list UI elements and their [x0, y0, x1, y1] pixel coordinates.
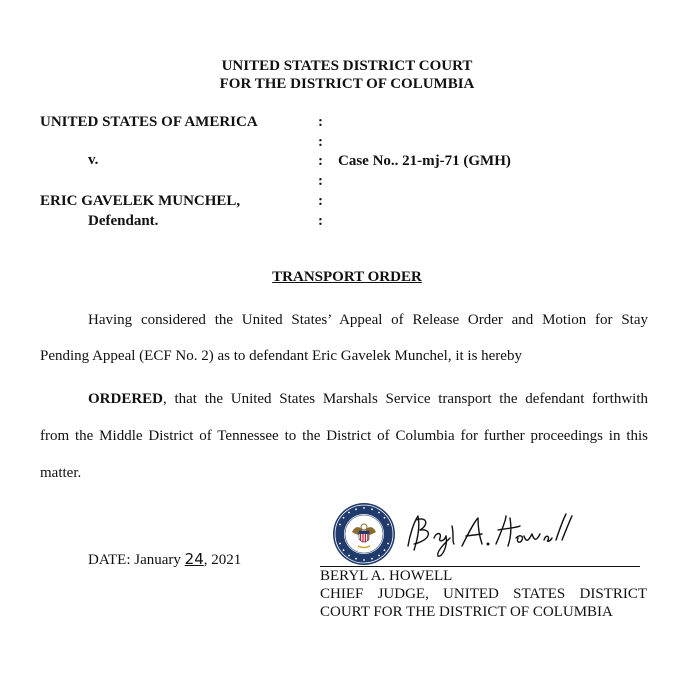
judge-name: BERYL A. HOWELL [320, 568, 453, 584]
caption-colon: : [318, 213, 323, 229]
paragraph-1-line-2: Pending Appeal (ECF No. 2) as to defendant Eric Gavelek Munchel, it is hereby [40, 348, 522, 364]
date-suffix: , 2021 [203, 552, 242, 568]
ordered-keyword: ORDERED [88, 391, 164, 407]
court-seal-icon [332, 502, 396, 566]
court-name-line1: UNITED STATES DISTRICT COURT [221, 58, 473, 74]
caption-colon: : [318, 114, 323, 130]
plaintiff-name: UNITED STATES OF AMERICA [40, 114, 258, 130]
case-number: Case No.. 21-mj-71 (GMH) [338, 153, 511, 169]
judge-title-line2: COURT FOR THE DISTRICT OF COLUMBIA [320, 604, 613, 620]
document-title: TRANSPORT ORDER [272, 269, 422, 285]
caption-colon: : [318, 134, 323, 150]
defendant-name: ERIC GAVELEK MUNCHEL, [40, 193, 241, 209]
versus-label: v. [88, 152, 99, 168]
paragraph-2-line-1-text: , that the United States Marshals Service transport the defendant forthwith [163, 391, 648, 407]
judge-title-line1: CHIEF JUDGE, UNITED STATES DISTRICT [320, 586, 647, 602]
caption-colon: : [318, 173, 323, 189]
defendant-role: Defendant. [88, 213, 159, 229]
caption-colon: : [318, 153, 323, 169]
paragraph-2-line-1 [88, 391, 648, 408]
caption-colon: : [318, 193, 323, 209]
paragraph-1-line-1: Having considered the United States’ Appeal of Release Order and Motion for Stay [88, 312, 648, 328]
date-day: 24 [184, 550, 204, 568]
date-prefix: DATE: January [88, 552, 185, 568]
paragraph-2-line-3: matter. [40, 465, 82, 481]
date-line [88, 550, 241, 569]
paragraph-2-line-2: from the Middle District of Tennessee to the District of Columbia for further proceedings in this [40, 428, 648, 444]
signature-line [320, 566, 640, 567]
court-name-line2: FOR THE DISTRICT OF COLUMBIA [219, 76, 475, 92]
judge-signature [398, 506, 578, 564]
